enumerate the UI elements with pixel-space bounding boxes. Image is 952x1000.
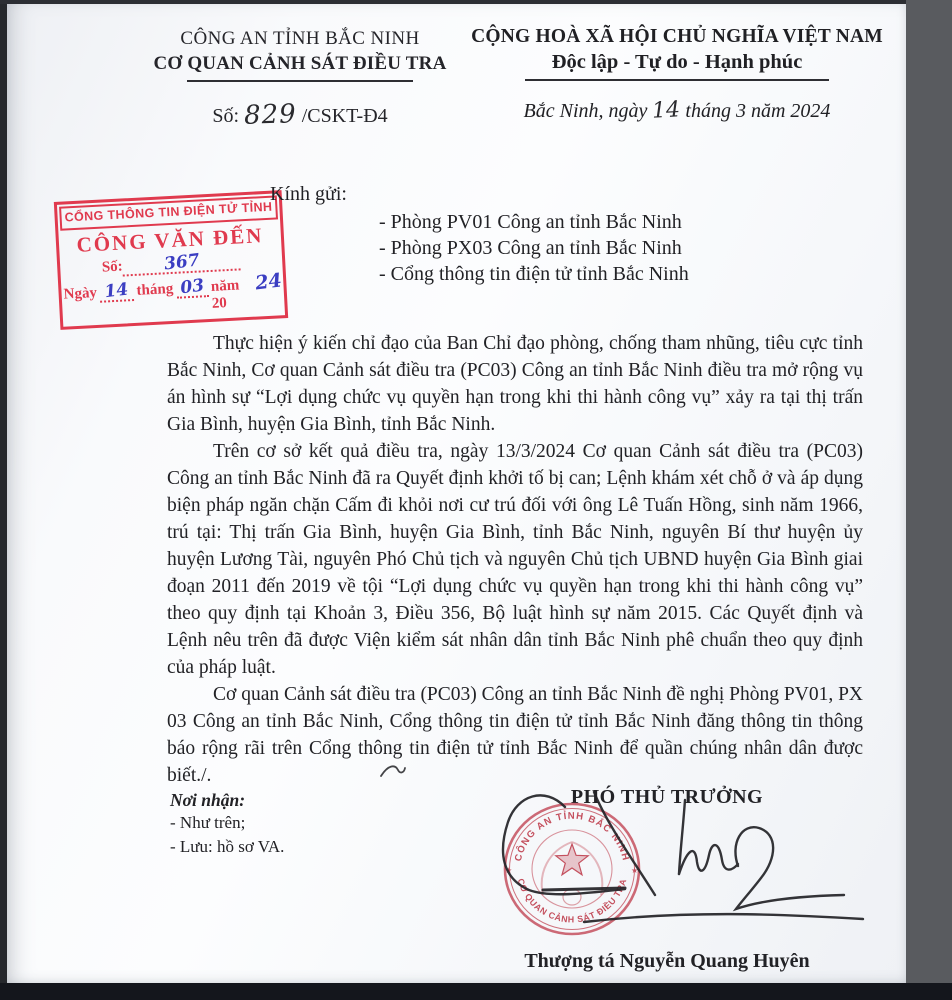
recipient-item: - Cổng thông tin điện tử tỉnh Bắc Ninh bbox=[379, 263, 689, 285]
signer-name: Thượng tá Nguyễn Quang Huyên bbox=[524, 950, 810, 972]
body-paragraph-3: Cơ quan Cảnh sát điều tra (PC03) Công an tỉnh Bắc Ninh đề nghị Phòng PV01, PX 03 Công an tỉnh Bắc Ninh, Cổng thông tin điện tử tỉnh Bắc Ninh đăng thông tin thông báo rộng rãi trên Cổng thông tin điện tử tỉnh Bắc Ninh để quần chúng nhân dân được biết./. bbox=[167, 684, 863, 786]
seal-star-right-icon: ★ bbox=[631, 866, 639, 875]
letter-body bbox=[167, 330, 863, 789]
arrival-day-handwritten: 14 bbox=[103, 279, 130, 303]
pen-flourish bbox=[379, 762, 407, 780]
body-paragraph-1: Thực hiện ý kiến chỉ đạo của Ban Chỉ đạo phòng, chống tham nhũng, tiêu cực tỉnh Bắc Ninh, Cơ quan Cảnh sát điều tra (PC03) Công an tỉnh Bắc Ninh điều tra mở rộng vụ án hình sự “Lợi dụng chức vụ quyền hạn trong khi thi hành công vụ” xảy ra tại thị trấn Gia Bình, huyện Gia Bình, tỉnh Bắc Ninh. bbox=[167, 333, 863, 435]
document-number-handwritten: 829 bbox=[243, 99, 298, 131]
arrival-day-label: Ngày bbox=[63, 284, 98, 303]
arrival-year-handwritten: 24 bbox=[253, 269, 283, 295]
recipient-item: - Phòng PX03 Công an tỉnh Bắc Ninh bbox=[379, 237, 682, 259]
motto-underline bbox=[525, 79, 829, 81]
distribution-item: - Như trên; bbox=[170, 813, 246, 832]
date-day-handwritten: 14 bbox=[651, 97, 682, 124]
issuing-agency-name: CƠ QUAN CẢNH SÁT ĐIỀU TRA bbox=[153, 53, 447, 74]
date-middle: tháng 3 bbox=[685, 100, 746, 122]
arrival-month-handwritten: 03 bbox=[179, 275, 205, 299]
seal-bottom-text: CƠ QUAN CẢNH SÁT ĐIỀU TRA bbox=[515, 877, 629, 925]
scan-edge-bottom bbox=[0, 983, 952, 1000]
agency-underline bbox=[187, 80, 413, 82]
distribution-label: Nơi nhận: bbox=[170, 790, 246, 810]
arrival-stamp-title: CÔNG VĂN ĐẾN bbox=[75, 222, 264, 257]
signer-title: PHÓ THỦ TRƯỞNG bbox=[570, 786, 764, 808]
national-header-block bbox=[459, 26, 895, 123]
scan-edge-left bbox=[0, 0, 7, 1000]
parent-agency-name: CÔNG AN TỈNH BẮC NINH bbox=[180, 28, 420, 49]
arrival-month-label: tháng bbox=[136, 280, 174, 299]
arrival-stamp bbox=[54, 190, 288, 330]
recipient-list bbox=[379, 209, 689, 287]
document-number-suffix: /CSKT-Đ4 bbox=[301, 105, 388, 127]
document-number-label: Số: bbox=[212, 105, 240, 127]
distribution-block bbox=[170, 790, 284, 859]
arrival-day-line bbox=[99, 279, 134, 303]
salutation: Kính gửi: bbox=[270, 183, 347, 205]
document-number bbox=[135, 99, 465, 129]
national-motto: Độc lập - Tự do - Hạnh phúc bbox=[551, 51, 803, 73]
issuing-agency-block bbox=[135, 28, 465, 129]
document-page bbox=[7, 4, 906, 983]
arrival-number-handwritten: 367 bbox=[162, 250, 201, 275]
distribution-item: - Lưu: hồ sơ VA. bbox=[170, 837, 285, 856]
arrival-month-line bbox=[176, 275, 209, 299]
recipient-item: - Phòng PV01 Công an tỉnh Bắc Ninh bbox=[379, 211, 682, 233]
seal-star-left-icon: ★ bbox=[505, 866, 513, 875]
place-date-line bbox=[459, 98, 895, 123]
arrival-number-label: Số: bbox=[101, 258, 124, 276]
handwritten-signature bbox=[447, 762, 877, 942]
date-suffix: năm 2024 bbox=[750, 100, 831, 122]
date-prefix: Bắc Ninh, ngày bbox=[523, 100, 648, 122]
arrival-year-label: năm 20 bbox=[210, 277, 240, 312]
arrival-stamp-office: CỔNG THÔNG TIN ĐIỆN TỬ TỈNH bbox=[59, 195, 278, 230]
body-paragraph-2: Trên cơ sở kết quả điều tra, ngày 13/3/2024 Cơ quan Cảnh sát điều tra (PC03) Công an tỉnh Bắc Ninh đã ra Quyết định khởi tố bị can; Lệnh khám xét chỗ ở và áp dụng biện pháp ngăn chặn Cấm đi khỏi nơi cư trú đối với ông Lê Tuấn Hồng, sinh năm 1966, trú tại: Thị trấn Gia Bình, huyện Gia Bình, tỉnh Bắc Ninh, nguyên Bí thư huyện ủy huyện Lương Tài, nguyên Phó Chủ tịch và nguyên Chủ tịch UBND huyện Gia Bình giai đoạn 2011 đến 2019 về tội “Lợi dụng chức vụ quyền hạn trong khi thi hành công vụ” theo quy định tại Khoản 3, Điều 356, Bộ luật hình sự năm 2015. Các Quyết định và Lệnh nêu trên đã được Viện kiểm sát nhân dân tỉnh Bắc Ninh phê chuẩn theo quy định của pháp luật. bbox=[167, 441, 863, 678]
national-title: CỘNG HOÀ XÃ HỘI CHỦ NGHĨA VIỆT NAM bbox=[471, 26, 883, 47]
seal-top-text: CÔNG AN TỈNH BẮC NINH bbox=[512, 810, 632, 863]
